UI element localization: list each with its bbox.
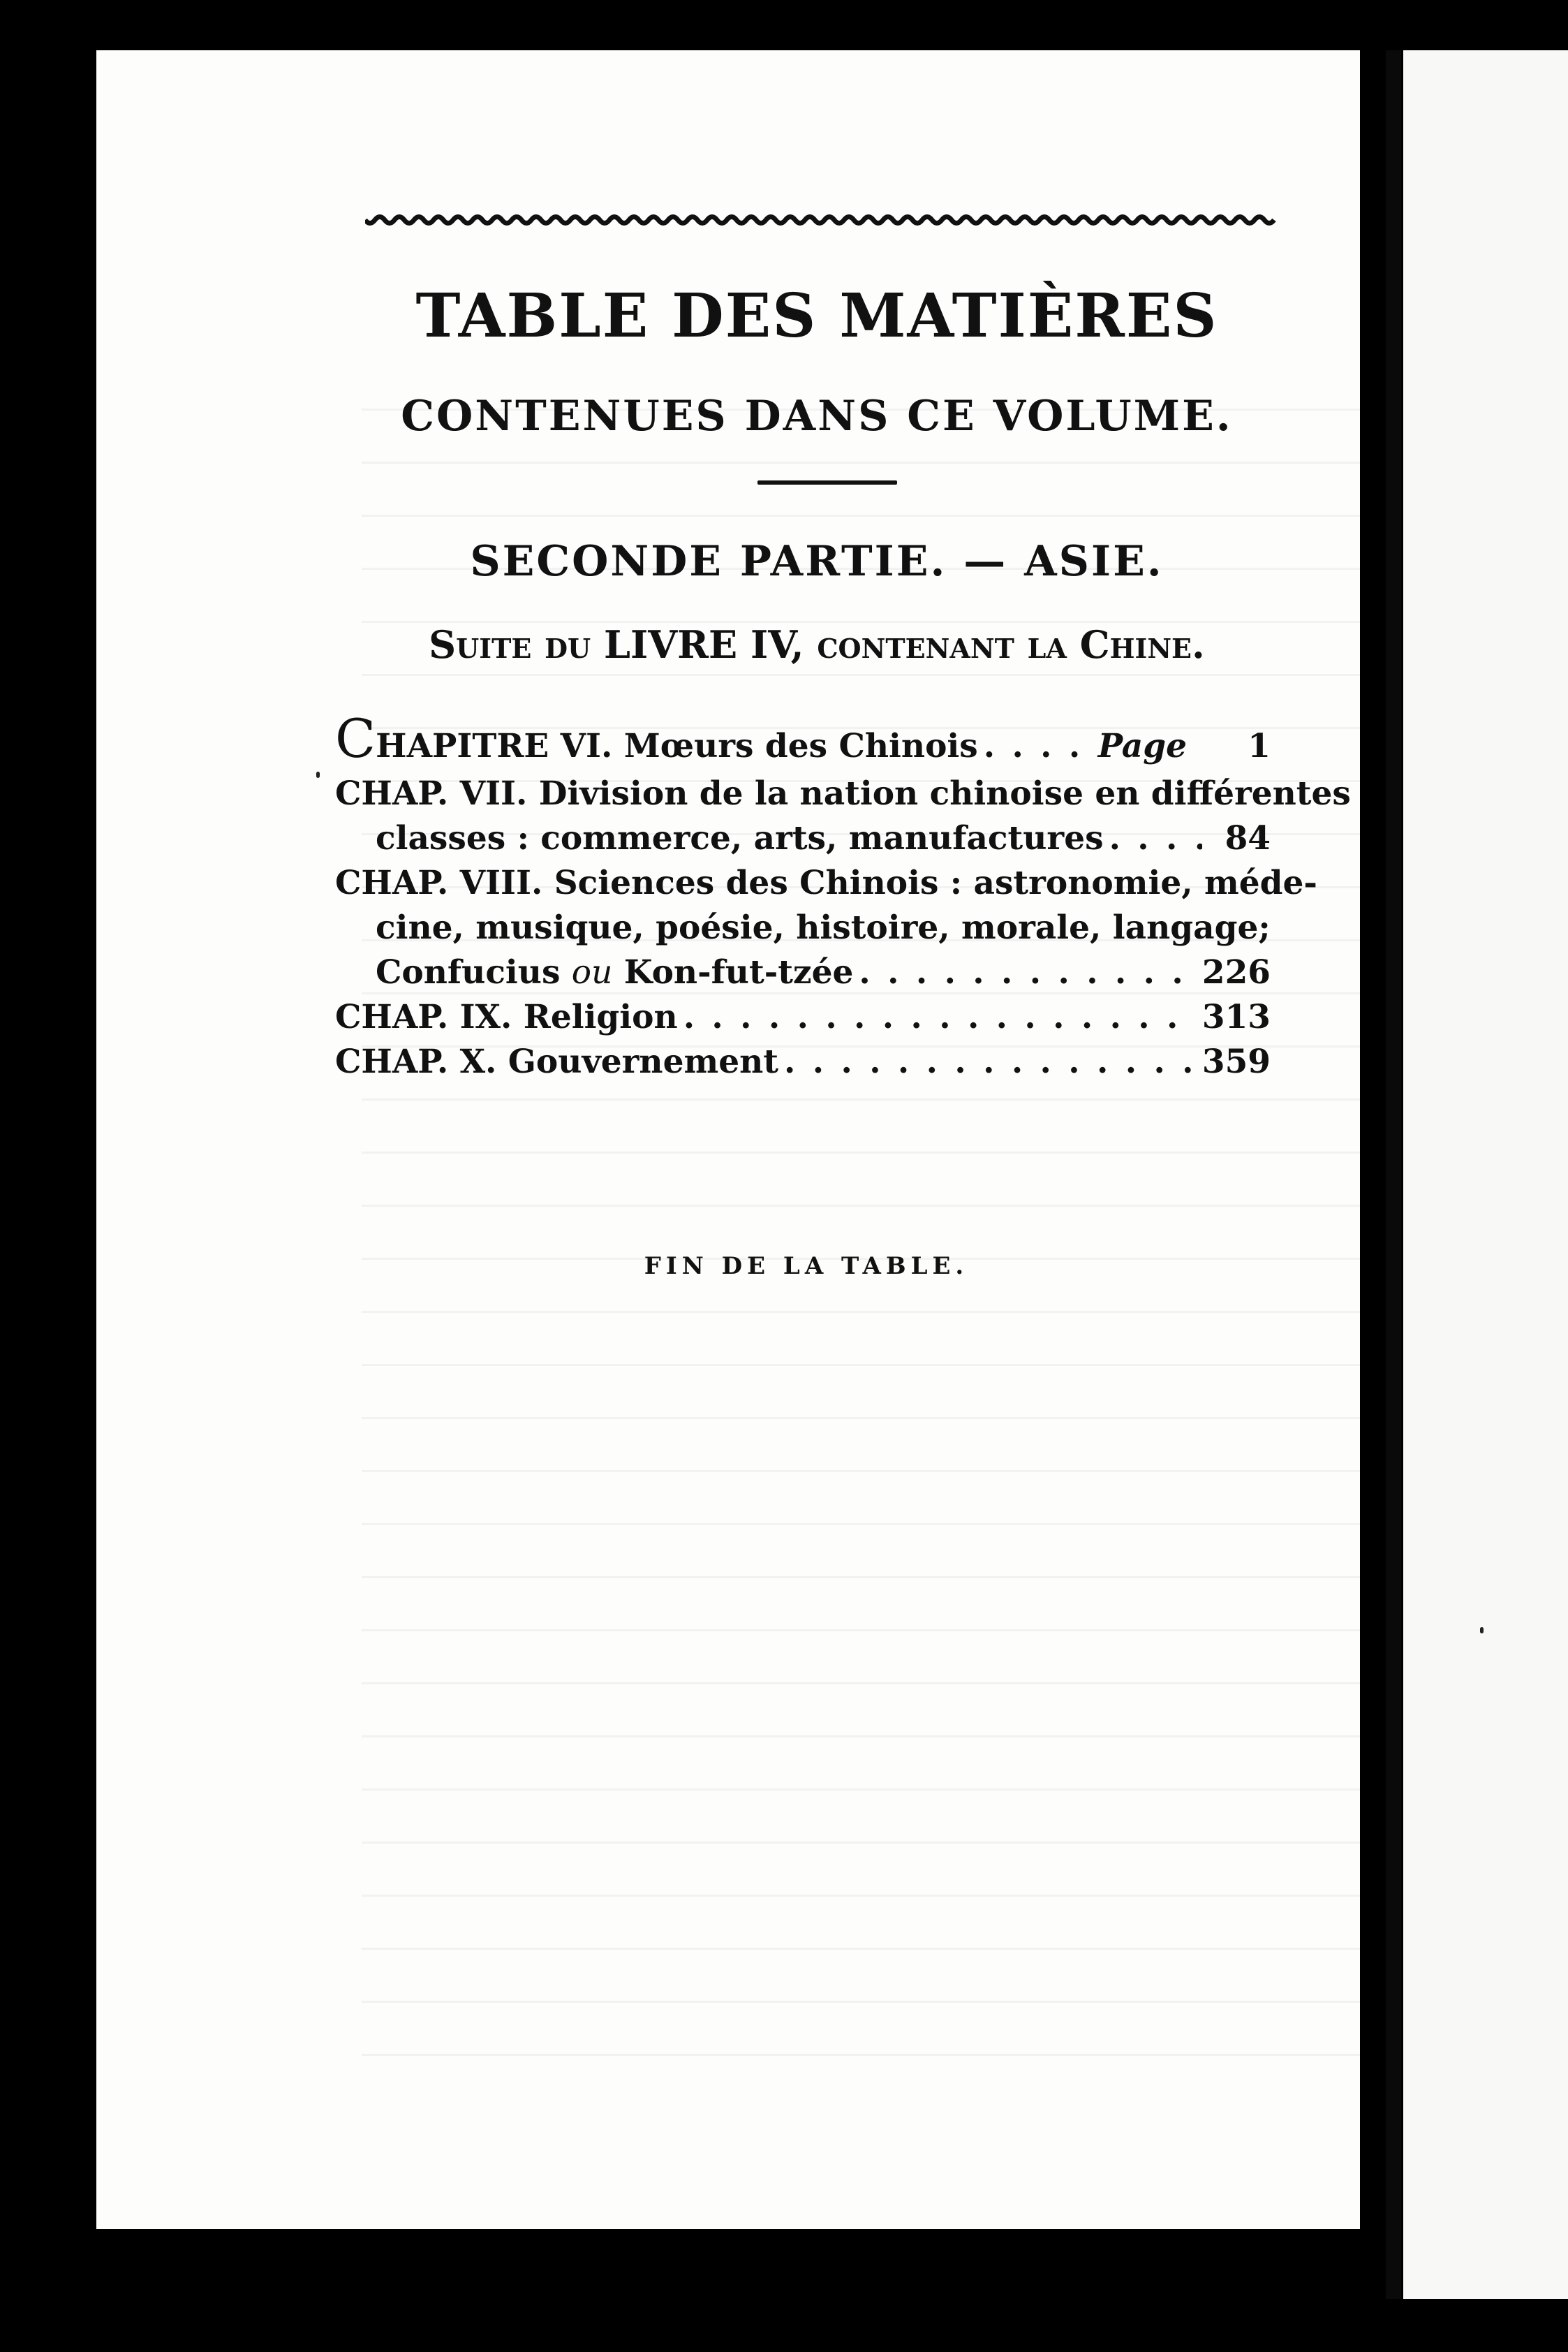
toc-content [265, 210, 1351, 1280]
toc-entry [335, 772, 1351, 861]
page-number: 359 [1201, 1043, 1271, 1081]
book-heading-suffix: contenant la Chine. [817, 622, 1205, 667]
page-number: 84 [1225, 819, 1271, 858]
chapter-label: CHAPITRE VI. [335, 707, 613, 770]
book-heading-prefix: Suite du [429, 622, 591, 667]
chapter-label: CHAP. X. [335, 1043, 497, 1081]
ink-speck [1480, 1627, 1484, 1633]
page-label: Page [1097, 727, 1187, 765]
book-heading [356, 622, 1278, 667]
chapter-title: Sciences des Chinois : astronomie, méde- [554, 864, 1317, 902]
toc-entry [335, 707, 1271, 770]
chapter-title: Religion [523, 998, 678, 1036]
chapter-label: CHAP. IX. [335, 998, 512, 1036]
leader-dots [984, 724, 1093, 769]
leader-dots [784, 1040, 1197, 1085]
chapter-title: Mœurs des Chinois [623, 727, 978, 765]
toc-entry [335, 995, 1271, 1040]
leader-dots [859, 950, 1196, 995]
toc-entry [335, 1040, 1271, 1085]
ornamental-rule [365, 210, 1276, 230]
part-heading: SECONDE PARTIE. — ASIE. [470, 537, 1164, 586]
chapter-title: Division de la nation chinoise en différentes [538, 774, 1351, 813]
toc-entry [335, 861, 1317, 995]
page-number: 226 [1201, 953, 1271, 992]
chapter-title: Gouvernement [508, 1043, 779, 1081]
leader-dots [683, 995, 1197, 1040]
table-of-contents [335, 707, 1351, 1085]
divider-rule [757, 480, 897, 485]
page-number: 313 [1201, 998, 1271, 1036]
chapter-title-cont: Confucius ou Kon-fut-tzée [376, 953, 854, 992]
chapter-title-cont: classes : commerce, arts, manufactures [376, 819, 1104, 858]
page-title: TABLE DES MATIÈRES [415, 281, 1218, 351]
leader-dots [1109, 816, 1202, 861]
adjacent-page [1403, 50, 1568, 2299]
chapter-label: CHAP. VII. [335, 774, 528, 813]
chapter-title-cont: cine, musique, poésie, histoire, morale, langage; [376, 909, 1271, 947]
page-gutter-shadow [1386, 50, 1401, 2299]
page-subtitle: CONTENUES DANS CE VOLUME. [401, 392, 1233, 441]
chapter-label: CHAP. VIII. [335, 864, 543, 902]
page-number: 1 [1248, 727, 1271, 765]
book-heading-number: LIVRE IV, [604, 622, 804, 667]
end-of-table: FIN DE LA TABLE. [644, 1252, 969, 1280]
